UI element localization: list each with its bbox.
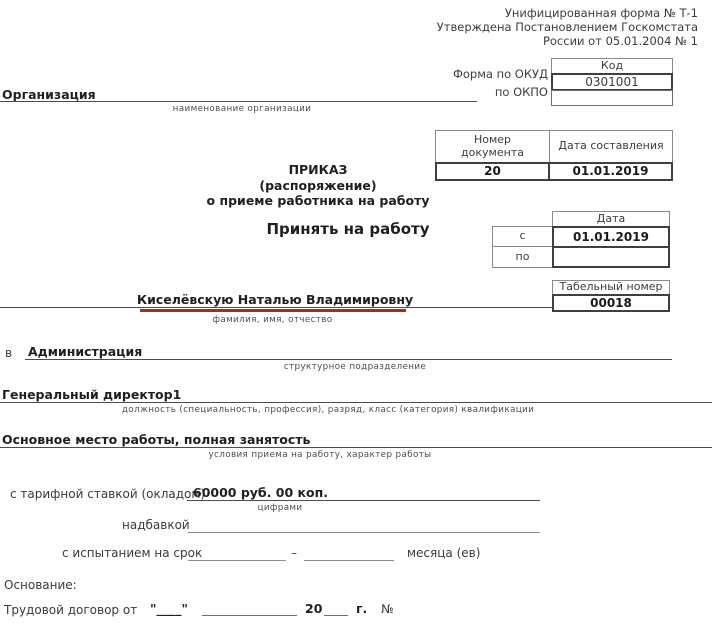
department-fill-line xyxy=(25,359,672,360)
form-approval-note xyxy=(437,6,698,48)
organization-fill-line xyxy=(0,101,477,102)
okud-label: Форма по ОКУД xyxy=(452,67,548,81)
doc-date-header-cell xyxy=(549,130,673,163)
position-value: Генеральный директор1 xyxy=(2,387,182,402)
employment-conditions-value: Основное место работы, полная занятость xyxy=(2,432,311,447)
hire-date-header-cell xyxy=(552,211,670,227)
personnel-number-value: 00018 xyxy=(590,295,632,310)
contract-year-fill-line xyxy=(324,615,348,616)
date-from-label: с xyxy=(519,229,526,243)
contract-month-fill-line xyxy=(202,615,297,616)
date-from-value-cell xyxy=(552,226,670,247)
employee-name-fill-line xyxy=(0,307,552,308)
order-title-line-2: (распоряжение) xyxy=(259,177,377,193)
salary-label: с тарифной ставкой (окладом) xyxy=(10,487,206,501)
form-approval-line-2: Утверждена Постановлением Госкомстата xyxy=(436,20,698,34)
order-title-line-3: о приеме работника на работу xyxy=(206,193,430,208)
allowance-fill-line xyxy=(188,532,540,533)
salary-fill-line xyxy=(187,500,540,501)
hire-date-header: Дата xyxy=(596,211,626,225)
okpo-value-cell xyxy=(551,90,673,106)
date-to-value-cell xyxy=(552,246,670,268)
department-caption: структурное подразделение xyxy=(283,362,427,372)
employee-name-caption: фамилия, имя, отчество xyxy=(212,315,333,325)
doc-date-value: 01.01.2019 xyxy=(572,164,649,179)
employee-name-red-underline xyxy=(140,309,406,312)
doc-number-value: 20 xyxy=(484,164,501,179)
code-header-cell xyxy=(551,58,673,74)
date-from-value: 01.01.2019 xyxy=(573,229,649,244)
order-title xyxy=(163,162,473,209)
contract-day-quotes: "____" xyxy=(150,601,189,616)
contract-year-suffix: г. xyxy=(356,601,368,616)
probation-fill-line-1 xyxy=(188,560,286,561)
contract-year-prefix: 20 xyxy=(305,601,323,616)
date-to-label-cell xyxy=(492,246,553,268)
allowance-label: надбавкой xyxy=(122,518,190,532)
basis-label: Основание: xyxy=(4,578,77,592)
employment-conditions-fill-line xyxy=(0,447,712,448)
employee-name: Киселёвскую Наталью Владимировну xyxy=(136,292,414,307)
contract-label: Трудовой договор от xyxy=(4,603,138,617)
contract-number-sign: № xyxy=(381,602,394,616)
personnel-number-header: Табельный номер xyxy=(559,280,663,294)
doc-number-header: Номер документа xyxy=(461,133,524,159)
personnel-number-header-cell xyxy=(552,280,670,295)
code-header-label: Код xyxy=(600,58,624,72)
probation-fill-line-2 xyxy=(304,560,394,561)
organization-caption: наименование организации xyxy=(172,104,312,114)
organization-label: Организация xyxy=(2,87,96,102)
position-caption: должность (специальность, профессия), разряд, класс (категория) квалификации xyxy=(121,405,535,415)
position-fill-line xyxy=(0,402,712,403)
okud-value-cell xyxy=(551,73,673,91)
probation-suffix: месяца (ев) xyxy=(407,546,481,560)
probation-label: с испытанием на срок xyxy=(62,546,203,560)
department-value: Администрация xyxy=(28,344,143,359)
okpo-label: по ОКПО xyxy=(494,85,548,99)
doc-date-header: Дата составления xyxy=(558,139,664,153)
order-action-title: Принять на работу xyxy=(266,220,430,238)
department-prefix: в xyxy=(5,346,13,360)
date-from-label-cell xyxy=(492,226,553,247)
probation-dash: – xyxy=(291,546,297,560)
okud-value: 0301001 xyxy=(585,74,639,89)
form-approval-line-1: Унифицированная форма № Т-1 xyxy=(504,6,698,20)
date-to-label: по xyxy=(515,249,530,263)
salary-value: 60000 руб. 00 коп. xyxy=(193,485,328,500)
salary-caption: цифрами xyxy=(257,503,303,513)
doc-number-header-cell xyxy=(435,130,550,163)
employment-conditions-caption: условия приема на работу, характер работы xyxy=(208,450,432,460)
order-title-line-1: ПРИКАЗ xyxy=(288,162,348,177)
form-approval-line-3: России от 05.01.2004 № 1 xyxy=(542,34,698,48)
doc-date-cell xyxy=(548,162,673,181)
personnel-number-cell xyxy=(552,294,670,312)
